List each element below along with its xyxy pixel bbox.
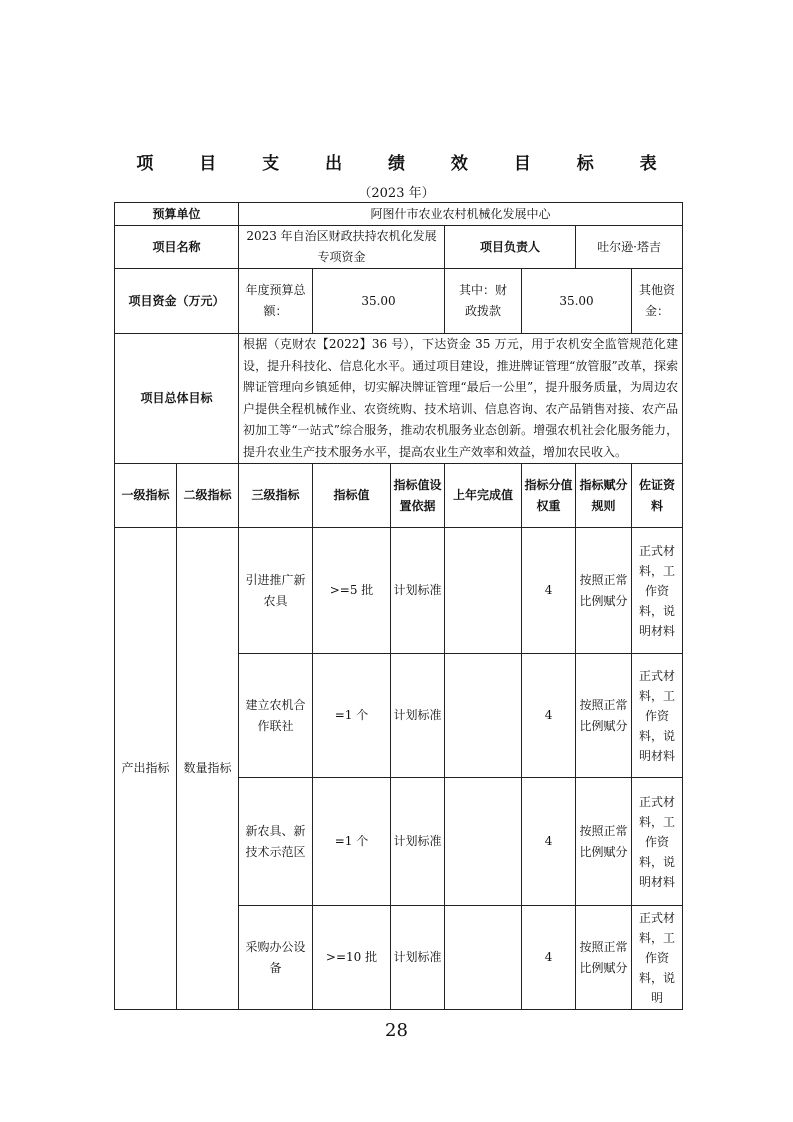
- budget-unit-value: 阿图什市农业农村机械化发展中心: [239, 203, 683, 226]
- rule-cell: 按照正常比例赋分: [576, 906, 632, 1010]
- level3-cell: 采购办公设备: [239, 906, 313, 1010]
- evidence-cell: 正式材料，工作资料，说明材料: [632, 528, 683, 654]
- level3-cell: 建立农机合作联社: [239, 654, 313, 778]
- rule-cell: 按照正常比例赋分: [576, 528, 632, 654]
- project-name-row: [115, 226, 683, 269]
- weight-cell: 4: [522, 528, 576, 654]
- annual-budget-label: 年度预算总额：: [239, 269, 313, 334]
- weight-cell: 4: [522, 778, 576, 906]
- last-year-cell: [445, 528, 522, 654]
- basis-cell: 计划标准: [391, 528, 445, 654]
- basis-cell: 计划标准: [391, 906, 445, 1010]
- value-cell: =1 个: [313, 778, 391, 906]
- page-title: 项 目 支 出 绩 效 目 标 表: [136, 154, 677, 174]
- header-level1: 一级指标: [115, 464, 177, 528]
- level3-cell: 新农具、新技术示范区: [239, 778, 313, 906]
- budget-unit-label: 预算单位: [115, 203, 239, 226]
- year-label: （2023 年）: [358, 186, 435, 201]
- goal-text: 根据（克财农【2022】36 号），下达资金 35 万元，用于农机安全监管规范化建设，提升科技化、信息化水平。通过项目建设，推进牌证管理“放管服”改革，探索牌证管理向乡镇延伸，切实解决牌证管理“最后一公里”，提升服务质量，为周边农户提供全程机械作业、农资统购、技术培训、信息咨询、农产品销售对接、农产品初加工等“一站式”综合服务，推动农机服务业态创新。增强农机社会化服务能力，提升农业生产技术服务水平，提高农业生产效率和效益，增加农民收入。: [239, 334, 683, 464]
- evidence-cell: 正式材料，工作资料，说明材料: [632, 778, 683, 906]
- fiscal-label: 其中：财政拨款: [445, 269, 522, 334]
- level2-cell: 数量指标: [177, 528, 239, 1010]
- performance-table: [114, 202, 683, 1010]
- project-leader-label: 项目负责人: [445, 226, 576, 269]
- value-cell: >=10 批: [313, 906, 391, 1010]
- header-level3: 三级指标: [239, 464, 313, 528]
- evidence-cell: 正式材料，工作资料，说明材料: [632, 654, 683, 778]
- last-year-cell: [445, 778, 522, 906]
- header-weight: 指标分值权重: [522, 464, 576, 528]
- header-rule: 指标赋分规则: [576, 464, 632, 528]
- table-row: [115, 528, 683, 654]
- weight-cell: 4: [522, 906, 576, 1010]
- basis-cell: 计划标准: [391, 778, 445, 906]
- header-row: [115, 464, 683, 528]
- evidence-cell: 正式材料，工作资料，说明: [632, 906, 683, 1010]
- fiscal-value: 35.00: [522, 269, 632, 334]
- budget-unit-row: [115, 203, 683, 226]
- level1-cell: 产出指标: [115, 528, 177, 1010]
- funds-row: [115, 269, 683, 334]
- level3-cell: 引进推广新农具: [239, 528, 313, 654]
- header-basis: 指标值设置依据: [391, 464, 445, 528]
- goal-label: 项目总体目标: [115, 334, 239, 464]
- project-leader-value: 吐尔逊·塔吉: [576, 226, 683, 269]
- header-level2: 二级指标: [177, 464, 239, 528]
- basis-cell: 计划标准: [391, 654, 445, 778]
- rule-cell: 按照正常比例赋分: [576, 654, 632, 778]
- value-cell: >=5 批: [313, 528, 391, 654]
- value-cell: =1 个: [313, 654, 391, 778]
- header-evidence: 佐证资料: [632, 464, 683, 528]
- header-last-year: 上年完成值: [445, 464, 522, 528]
- header-value: 指标值: [313, 464, 391, 528]
- other-funds-label: 其他资金：: [632, 269, 683, 334]
- last-year-cell: [445, 906, 522, 1010]
- goal-row: [115, 334, 683, 464]
- page-number: 28: [385, 1020, 408, 1041]
- weight-cell: 4: [522, 654, 576, 778]
- project-name-value: 2023 年自治区财政扶持农机化发展专项资金: [239, 226, 445, 269]
- annual-budget-value: 35.00: [313, 269, 445, 334]
- project-name-label: 项目名称: [115, 226, 239, 269]
- rule-cell: 按照正常比例赋分: [576, 778, 632, 906]
- funds-label: 项目资金（万元）: [115, 269, 239, 334]
- last-year-cell: [445, 654, 522, 778]
